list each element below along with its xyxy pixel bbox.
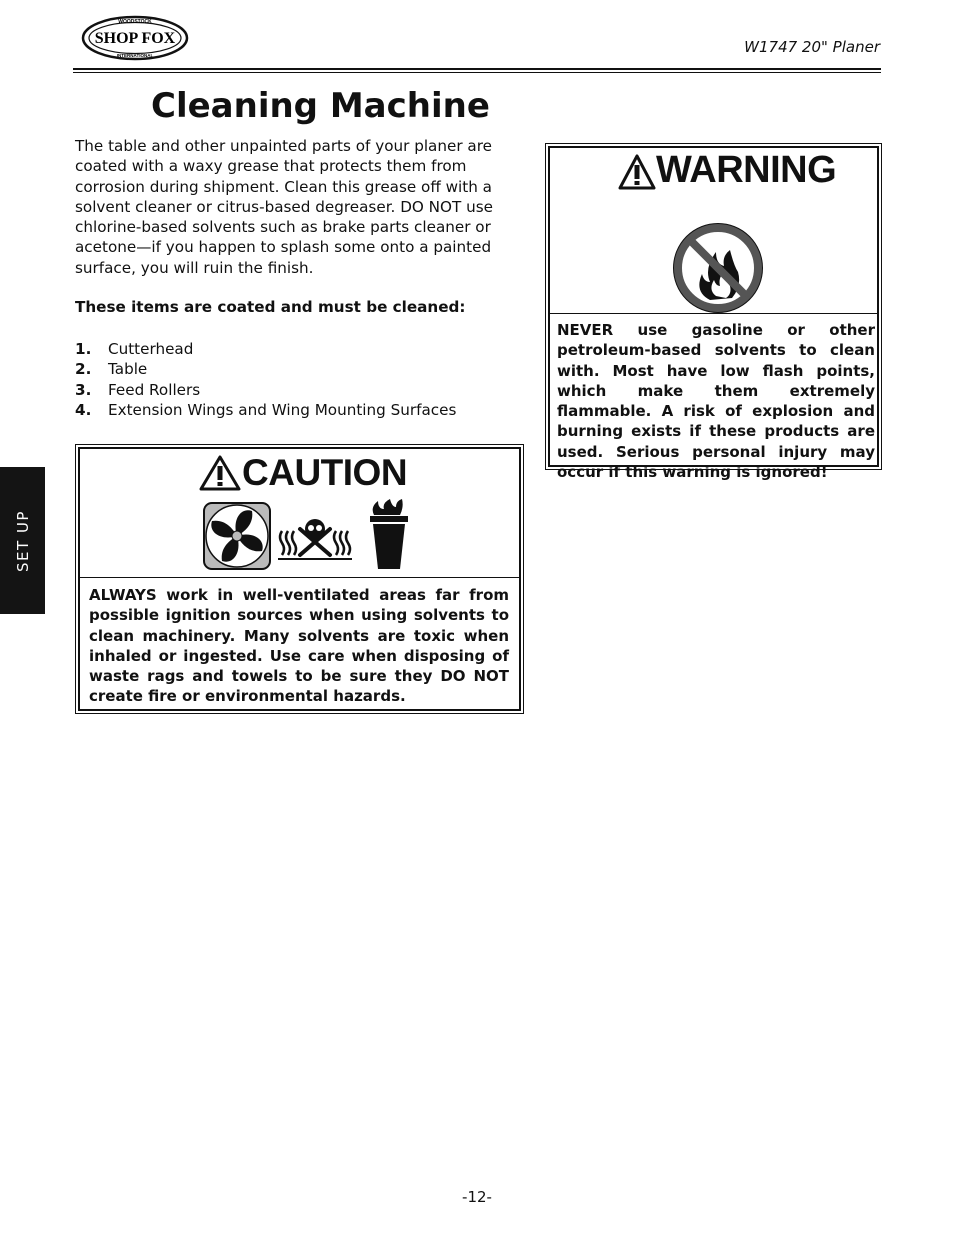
warning-box: [545, 143, 882, 482]
section-tab: [0, 467, 45, 614]
caution-triangle-icon: [199, 455, 241, 491]
fan-icon: [202, 501, 272, 571]
no-fire-icon: [670, 220, 766, 316]
caution-divider: [80, 577, 519, 578]
warning-triangle-icon: [618, 154, 656, 190]
list-item: 2. Table: [75, 360, 148, 379]
page-number: -12-: [462, 1188, 492, 1206]
warning-divider: [550, 313, 877, 314]
logo-ring-top: WOODSTOCK: [118, 19, 152, 25]
list-item: 4. Extension Wings and Wing Mounting Surfaces: [75, 400, 457, 419]
section-tab-label: SET UP: [13, 509, 32, 572]
items-list: [75, 339, 456, 420]
logo-ring-bottom: INTERNATIONAL: [116, 53, 154, 58]
caution-text: ALWAYS work in well-ventilated areas far from possible ignition sources when using solvents to clean machinery. Many solvents are toxic when inhaled or ingested. Use care when disposing of waste rags and towels to be sure they DO NOT create fire or environmental hazards.: [89, 586, 509, 706]
items-subhead: These items are coated and must be cleaned:: [75, 298, 466, 316]
list-item: 3. Feed Rollers: [75, 380, 201, 399]
caution-box: [75, 444, 524, 714]
header-rule-thin: [73, 72, 881, 73]
shop-fox-logo: [80, 14, 190, 62]
page-title: Cleaning Machine: [151, 86, 490, 126]
burning-trash-can-icon: [364, 499, 414, 571]
intro-paragraph: The table and other unpainted parts of your planer are coated with a waxy grease that protects them from corrosion during shipment. Clean this grease off with a solvent cleaner or citrus-based degreaser. DO NOT use chlorine-based solvents such as brake parts cleaner or acetone—if you happen to splash some onto a painted surface, you will ruin the finish.: [75, 137, 493, 277]
logo-brand: SHOP FOX: [94, 30, 176, 47]
warning-heading: WARNING: [656, 149, 837, 191]
header-model: W1747 20" Planer: [744, 38, 880, 56]
header-rule: [73, 68, 881, 70]
list-item: 1. Cutterhead: [75, 340, 194, 358]
toxic-fumes-icon: [278, 515, 352, 561]
warning-text: NEVER use gasoline or other petroleum-based solvents to clean with. Most have low flash points, which make them extremely flammable. A risk of explosion and burning exists if these products are used. Serious personal injury may occur if this warning is ignored!: [557, 321, 875, 482]
caution-heading: CAUTION: [242, 452, 408, 493]
